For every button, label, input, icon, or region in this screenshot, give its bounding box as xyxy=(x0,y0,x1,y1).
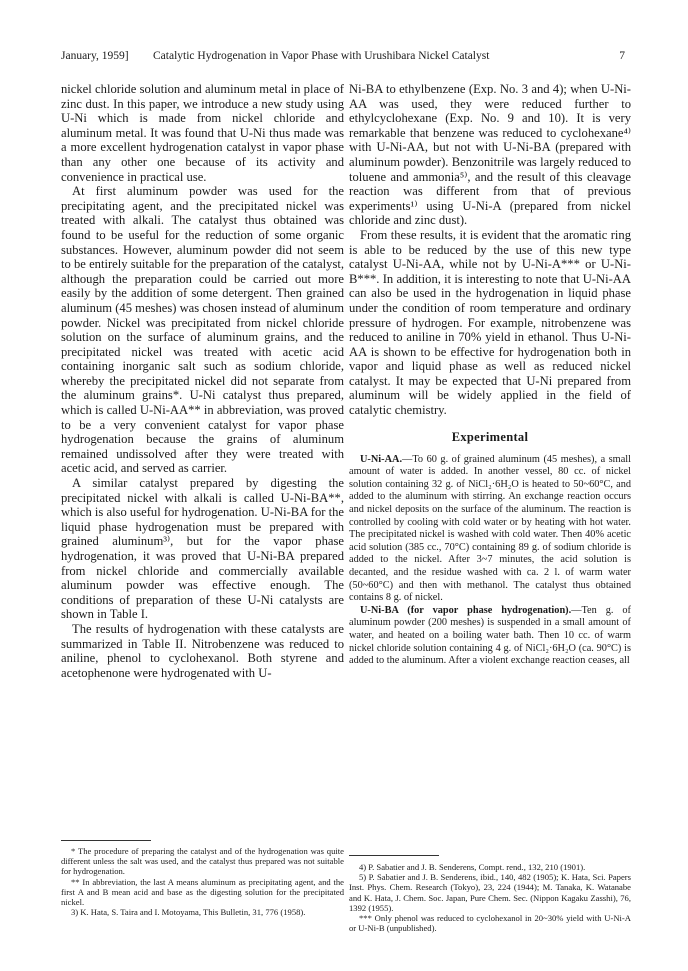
right-footnotes xyxy=(349,855,631,933)
procedure-text: —Ten g. of aluminum powder (200 meshes) is suspended in a small amount of water, and heated on a boiling water bath. Then 10 cc. of warm nickel chloride solution containing 4 g. of NiCl₂·6H₂O (ca. 90°C) is added to the aluminum. After a violent exchange reaction ceases, all xyxy=(349,604,631,667)
footnote: 5) P. Sabatier and J. B. Senderens, ibid., 140, 482 (1905); K. Hata, Sci. Papers Inst. Phys. Chem. Research (Tokyo), 23, 224 (1944); M. Tanaka, K. Watanabe and K. Hata, J. Chem. Soc. Japan, Pure Chem. Sec. (Nippon Kagaku Zasshi), 76, 1392 (1955). xyxy=(349,872,631,913)
section-heading: Experimental xyxy=(451,429,529,444)
footnote: * The procedure of preparing the catalyst and of the hydrogenation was quite different unless the salt was used, and the catalyst thus prepared was not suitable for hydrogenation. xyxy=(61,846,344,877)
footnote-divider xyxy=(61,840,151,841)
running-title: Catalytic Hydrogenation in Vapor Phase with Urushibara Nickel Catalyst xyxy=(153,50,490,62)
issue-date: January, 1959] xyxy=(61,50,129,62)
left-column xyxy=(61,82,344,680)
footnote: 3) K. Hata, S. Taira and I. Motoyama, This Bulletin, 31, 776 (1958). xyxy=(71,907,306,918)
paragraph: Ni-BA to ethylbenzene (Exp. No. 3 and 4); when U-Ni-AA was used, they were reduced further to ethylcyclohexane (Exp. No. 9 and 10). It is very remarkable that benzene was reduced to cyclohexane⁴⁾ with U-Ni-AA, but not with U-Ni-BA (prepared with aluminum powder). Benzonitrile was largely reduced to toluene and ammonia⁵⁾, and the result of this cleavage reaction was different from that of previous experiments¹⁾ using U-Ni-A (prepared from nickel chloride and zinc dust). xyxy=(349,82,631,228)
experimental-section xyxy=(349,454,631,668)
footnote: ** In abbreviation, the last A means aluminum as precipitating agent, and the first A and B mean acid and base as the digesting solution for the precipitated nickel. xyxy=(61,876,344,908)
procedure-title: U-Ni-BA (for vapor phase hydrogenation). xyxy=(360,604,572,616)
procedure-text: —To 60 g. of grained aluminum (45 meshes), a small amount of water is added. In another vessel, 80 cc. of nickel solution containing 32 g. of NiCl₂·6H₂O is heated to 50~60°C, and added to the aluminum with stirring. An exchange reaction occurs and nickel deposits on the surface of the aluminum. The reaction is controlled by cooling with cold water or by heating with hot water. The precipitated nickel is washed with cold water. Then 40% acetic acid solution (385 cc., 70°C) containing 89 g. of sodium chloride is added to the nickel. After 3~7 minutes, the acid solution is decanted, and the residue washed with ca. 2 l. of warm water (50~60°C) and then with methanol. The catalyst thus obtained contains 8 g. of nickel. xyxy=(349,453,631,604)
left-footnotes xyxy=(61,830,344,917)
footnote: 4) P. Sabatier and J. B. Senderens, Compt. rend., 132, 210 (1901). xyxy=(359,862,586,872)
paragraph: A similar catalyst prepared by digesting the precipitated nickel with alkali is called U-Ni-BA**, which is also useful for hydrogenation. U-Ni-BA for the liquid phase hydrogenation must be prepared with grained aluminum³⁾, but for the vapor phase hydrogenation, it was proved that U-Ni-BA prepared from nickel chloride and commercially available aluminum powder was effective enough. The conditions of preparation of these U-Ni catalysts are shown in Table I. xyxy=(61,476,344,622)
footnote-divider xyxy=(349,855,439,856)
paragraph: At first aluminum powder was used for the precipitating agent, and the precipitated nickel was treated with alkali. The catalyst thus obtained was found to be useful for the reduction of some organic substances. However, aluminum powder did not seem to be entirely suitable for the preparation of the catalyst, although the preparation could be carried out more easily by the addition of some detergent. Then grained aluminum (45 meshes) was chosen instead of aluminum powder. Nickel was precipitated from nickel chloride solution on the surface of aluminum grains, and the precipitated nickel was treated with acetic acid containing inorganic salt such as sodium chloride, whereby the precipitated nickel did not separate from the aluminum grains*. U-Ni catalyst thus prepared, which is called U-Ni-AA** in abbreviation, was proved to be a very convenient catalyst for vapor phase hydrogenation because the grains of aluminum remained undissolved after they were treated with acetic acid, and served as carrier. xyxy=(61,184,344,476)
footnote: *** Only phenol was reduced to cyclohexanol in 20~30% yield with U-Ni-A or U-Ni-B (unpublished). xyxy=(349,913,631,934)
paragraph: From these results, it is evident that the aromatic ring is able to be reduced by the use of this new type catalyst U-Ni-AA, while not by U-Ni-A*** or U-Ni-B***. In addition, it is interesting to note that U-Ni-AA can also be used in the hydrogenation in liquid phase under the condition of room temperature and ordinary pressure of hydrogen. For example, nitrobenzene was reduced to aniline in 70% yield in ethanol. Thus U-Ni-AA is shown to be effective for hydrogenation both in vapor and liquid phase as well as reduced nickel catalyst. It may be expected that U-Ni prepared from aluminum will be widely applied in the field of catalytic chemistry. xyxy=(349,227,631,418)
paragraph: nickel chloride solution and aluminum metal in place of zinc dust. In this paper, we introduce a new study using U-Ni which is made from nickel chloride and aluminum metal. It was found that U-Ni thus made was a more excellent hydrogenation catalyst in vapor phase than any other one because of its activity and convenience in practical use. xyxy=(61,82,344,184)
paragraph: The results of hydrogenation with these catalysts are summarized in Table II. Nitrobenzene was reduced to aniline, phenol to cyclohexanol. Both styrene and acetophenone were hydrogenated with U- xyxy=(61,621,344,680)
procedure-paragraph xyxy=(349,605,631,668)
procedure-paragraph xyxy=(349,454,631,605)
procedure-title: U-Ni-AA. xyxy=(360,453,403,465)
running-header xyxy=(61,50,625,66)
page-number: 7 xyxy=(619,50,625,62)
right-column xyxy=(349,82,631,668)
